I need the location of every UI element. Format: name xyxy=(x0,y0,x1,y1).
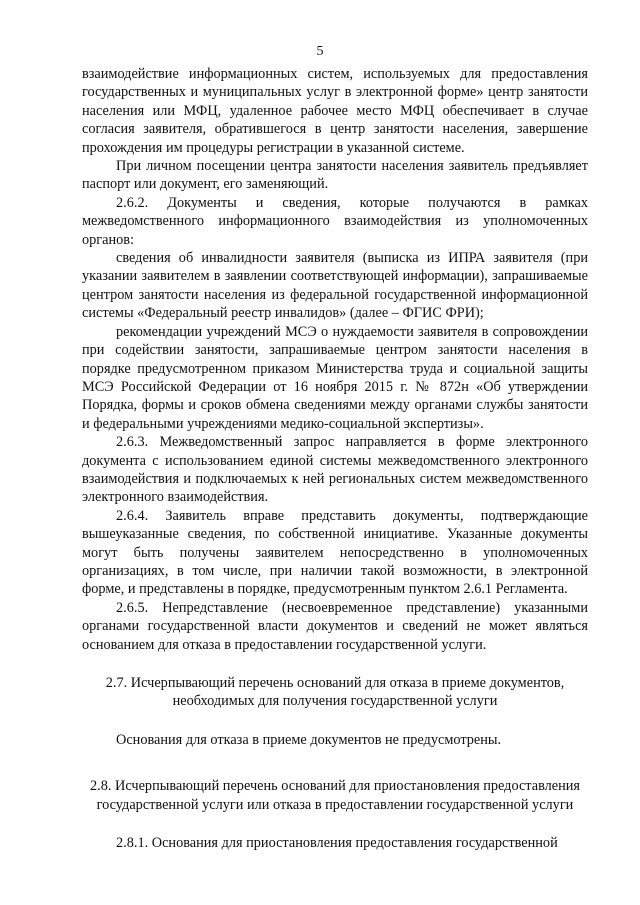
paragraph-disability-info: сведения об инвалидности заявителя (выписка из ИПРА заявителя (при указании заявителем в заявлении соответствующей информации), запрашиваемые центром занятости населения из федеральной государственной информационной системы «Федеральный реестр инвалидов» (далее – ФГИС ФРИ); xyxy=(82,250,588,322)
document-body xyxy=(82,65,588,852)
section-heading-2-8: 2.8. Исчерпывающий перечень оснований для приостановления предоставления государственной услуги или отказа в предоставлении государственной услуги xyxy=(89,778,580,813)
paragraph-2-6-5: 2.6.5. Непредставление (несвоевременное представление) указанными органами государственной власти документов и сведений не может являться основанием для отказа в предоставлении государственной услуги. xyxy=(82,599,588,653)
paragraph-personal-visit: При личном посещении центра занятости населения заявитель предъявляет паспорт или документ, его заменяющий. xyxy=(82,158,588,193)
paragraph-mse-recommendations: рекомендации учреждений МСЭ о нуждаемости заявителя в сопровождении при содействии занятости, запрашиваемые центром занятости населения в порядке предусмотренном приказом Министерства труда и социальной защиты МСЭ Российской Федерации от 16 ноября 2015 г. № 872н «Об утверждении Порядка, формы и сроков обмена сведениями между органами службы занятости и федеральными учреждениями медико-социальной экспертизы». xyxy=(82,323,588,432)
paragraph-2-6-4: 2.6.4. Заявитель вправе представить документы, подтверждающие вышеуказанные сведения, по собственной инициативе. Указанные документы могут быть получены заявителем непосредственно в уполномоченных организациях, в том числе, при наличии такой возможности, в электронной форме, и представлены в порядке, предусмотренным пунктом 2.6.1 Регламента. xyxy=(82,507,588,598)
paragraph-2-8-1: 2.8.1. Основания для приостановления предоставления государственной xyxy=(116,835,558,852)
section-heading-2-7: 2.7. Исчерпывающий перечень оснований для отказа в приеме документов, необходимых для получения государственной услуги xyxy=(105,675,565,710)
paragraph-continuation: взаимодействие информационных систем, используемых для предоставления государственных и муниципальных услуг в электронной форме» центр занятости населения или МФЦ, удаленное рабочее место МФЦ обеспечивает в случае согласия заявителя, обратившегося в центр занятости населения, завершение прохождения им процедуры регистрации в указанной системе. xyxy=(82,66,588,156)
page-number: 5 xyxy=(316,44,324,59)
paragraph-2-6-2: 2.6.2. Документы и сведения, которые получаются в рамках межведомственного информационного взаимодействия из уполномоченных органов: xyxy=(82,194,588,248)
paragraph-2-6-3: 2.6.3. Межведомственный запрос направляется в форме электронного документа с использованием единой системы межведомственного электронного взаимодействия и подключаемых к ней региональных систем межведомственного электронного взаимодействия. xyxy=(82,434,588,506)
section-text-2-7: Основания для отказа в приеме документов не предусмотрены. xyxy=(116,731,502,748)
